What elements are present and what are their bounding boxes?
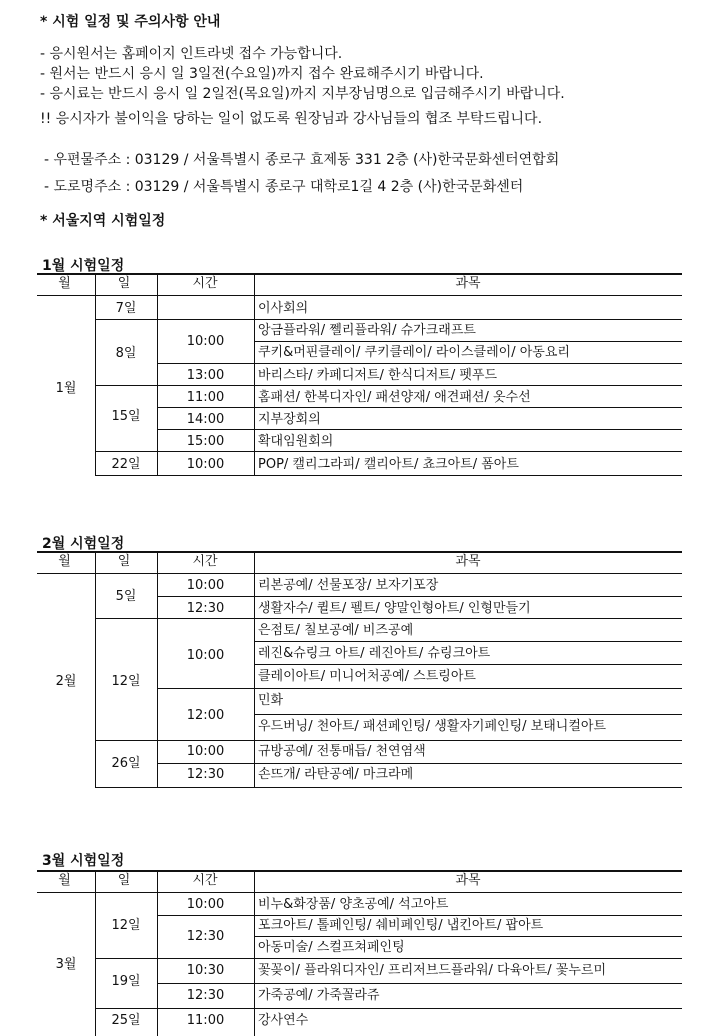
time-cell: 13:00	[186, 368, 225, 383]
time-cell: 14:00	[186, 412, 225, 427]
day-cell: 12일	[111, 918, 141, 933]
day-cell: 22일	[111, 457, 141, 472]
month-cell: 1월	[55, 381, 77, 396]
subject-cell: 생활자수/ 퀼트/ 펠트/ 양말인형아트/ 인형만들기	[258, 601, 531, 616]
feb-table	[37, 551, 682, 791]
time-cell: 10:00	[186, 578, 225, 593]
subject-cell: 클레이아트/ 미니어처공예/ 스트링아트	[258, 669, 476, 684]
subject-cell: 이사회의	[258, 301, 309, 316]
month-cell: 3월	[55, 957, 77, 972]
time-cell: 10:00	[186, 457, 225, 472]
road-address: - 도로명주소 : 03129 / 서울특별시 종로구 대학로1길 4 2층 (사)한국문화센터	[44, 179, 524, 195]
time-cell: 10:00	[186, 897, 225, 912]
subject-cell: 아동미술/ 스컬프쳐페인팅	[258, 940, 405, 955]
subject-cell: 바리스타/ 카페디저트/ 한식디저트/ 펫푸드	[258, 368, 498, 383]
time-cell: 11:00	[186, 1013, 225, 1028]
time-cell: 12:30	[186, 767, 225, 782]
subject-cell: 레진&슈링크 아트/ 레진아트/ 슈링크아트	[258, 646, 491, 661]
day-cell: 12일	[111, 674, 141, 689]
col-header-day: 일	[117, 873, 131, 888]
col-header-month: 월	[58, 873, 71, 888]
col-header-day: 일	[117, 554, 131, 569]
notice-line: !! 응시자가 불이익을 당하는 일이 없도록 원장님과 강사님들의 협조 부탁드립니다.	[40, 111, 543, 127]
jan-title: 1월 시험일정	[42, 258, 125, 274]
time-cell: 12:30	[186, 988, 225, 1003]
feb-title: 2월 시험일정	[42, 536, 125, 552]
day-cell: 25일	[111, 1013, 141, 1028]
col-header-time: 시간	[192, 276, 218, 291]
col-header-day: 일	[117, 276, 131, 291]
subject-cell: 확대임원회의	[258, 434, 334, 449]
time-cell: 12:00	[186, 708, 225, 723]
col-header-subject: 과목	[455, 554, 481, 569]
subject-cell: 홈패션/ 한복디자인/ 패션양재/ 애견패션/ 옷수선	[258, 390, 531, 405]
day-cell: 26일	[111, 756, 141, 771]
day-cell: 5일	[115, 589, 137, 604]
day-cell: 8일	[115, 346, 137, 361]
time-cell: 10:00	[186, 744, 225, 759]
mar-title: 3월 시험일정	[42, 853, 125, 869]
time-cell: 12:30	[186, 929, 225, 944]
col-header-subject: 과목	[455, 873, 481, 888]
time-cell: 11:00	[186, 390, 225, 405]
postal-address: - 우편물주소 : 03129 / 서울특별시 종로구 효제동 331 2층 (사)한국문화센터연합회	[44, 152, 560, 168]
time-cell: 15:00	[186, 434, 225, 449]
col-header-subject: 과목	[455, 276, 481, 291]
month-cell: 2월	[55, 674, 77, 689]
notice-line: - 응시료는 반드시 응시 일 2일전(목요일)까지 지부장님명으로 입금해주시기 바랍니다.	[40, 86, 565, 102]
subject-cell: 꽃꽂이/ 플라워디자인/ 프리저브드플라워/ 다육아트/ 꽃누르미	[258, 963, 606, 978]
col-header-time: 시간	[192, 554, 218, 569]
subject-cell: 은점토/ 칠보공예/ 비즈공예	[258, 623, 414, 638]
subject-cell: 비누&화장품/ 양초공예/ 석고아트	[258, 897, 449, 912]
subject-cell: 민화	[258, 693, 284, 708]
subject-cell: 포크아트/ 톨페인팅/ 쉐비페인팅/ 냅킨아트/ 팝아트	[258, 918, 544, 933]
day-cell: 19일	[111, 974, 141, 989]
col-header-month: 월	[58, 276, 71, 291]
subject-cell: 리본공예/ 선물포장/ 보자기포장	[258, 578, 439, 593]
time-cell: 10:30	[186, 963, 225, 978]
region-title: * 서울지역 시험일정	[40, 213, 166, 229]
time-cell: 10:00	[186, 334, 225, 349]
subject-cell: 가죽공예/ 가죽꼴라쥬	[258, 988, 380, 1003]
jan-table	[37, 273, 682, 478]
day-cell: 15일	[111, 409, 141, 424]
notice-title: * 시험 일정 및 주의사항 안내	[40, 14, 221, 30]
subject-cell: 지부장회의	[258, 412, 321, 427]
col-header-month: 월	[58, 554, 71, 569]
day-cell: 7일	[115, 301, 137, 316]
notice-line: - 원서는 반드시 응시 일 3일전(수요일)까지 접수 완료해주시기 바랍니다.	[40, 66, 484, 82]
col-header-time: 시간	[192, 873, 218, 888]
subject-cell: 손뜨개/ 라탄공예/ 마크라메	[258, 767, 414, 782]
subject-cell: 쿠키&머핀클레이/ 쿠키클레이/ 라이스클레이/ 아동요리	[258, 345, 570, 360]
time-cell: 12:30	[186, 601, 225, 616]
mar-table	[37, 870, 682, 1036]
subject-cell: 강사연수	[258, 1013, 309, 1028]
subject-cell: 우드버닝/ 천아트/ 패션페인팅/ 생활자기페인팅/ 보태니컬아트	[258, 719, 606, 734]
time-cell: 10:00	[186, 648, 225, 663]
notice-line: - 응시원서는 홈페이지 인트라넷 접수 가능합니다.	[40, 46, 343, 62]
subject-cell: POP/ 캘리그라피/ 캘리아트/ 쵸크아트/ 폼아트	[258, 457, 519, 472]
subject-cell: 규방공예/ 전통매듭/ 천연염색	[258, 744, 426, 759]
subject-cell: 앙금플라워/ 쩰리플라워/ 슈가크래프트	[258, 323, 476, 338]
